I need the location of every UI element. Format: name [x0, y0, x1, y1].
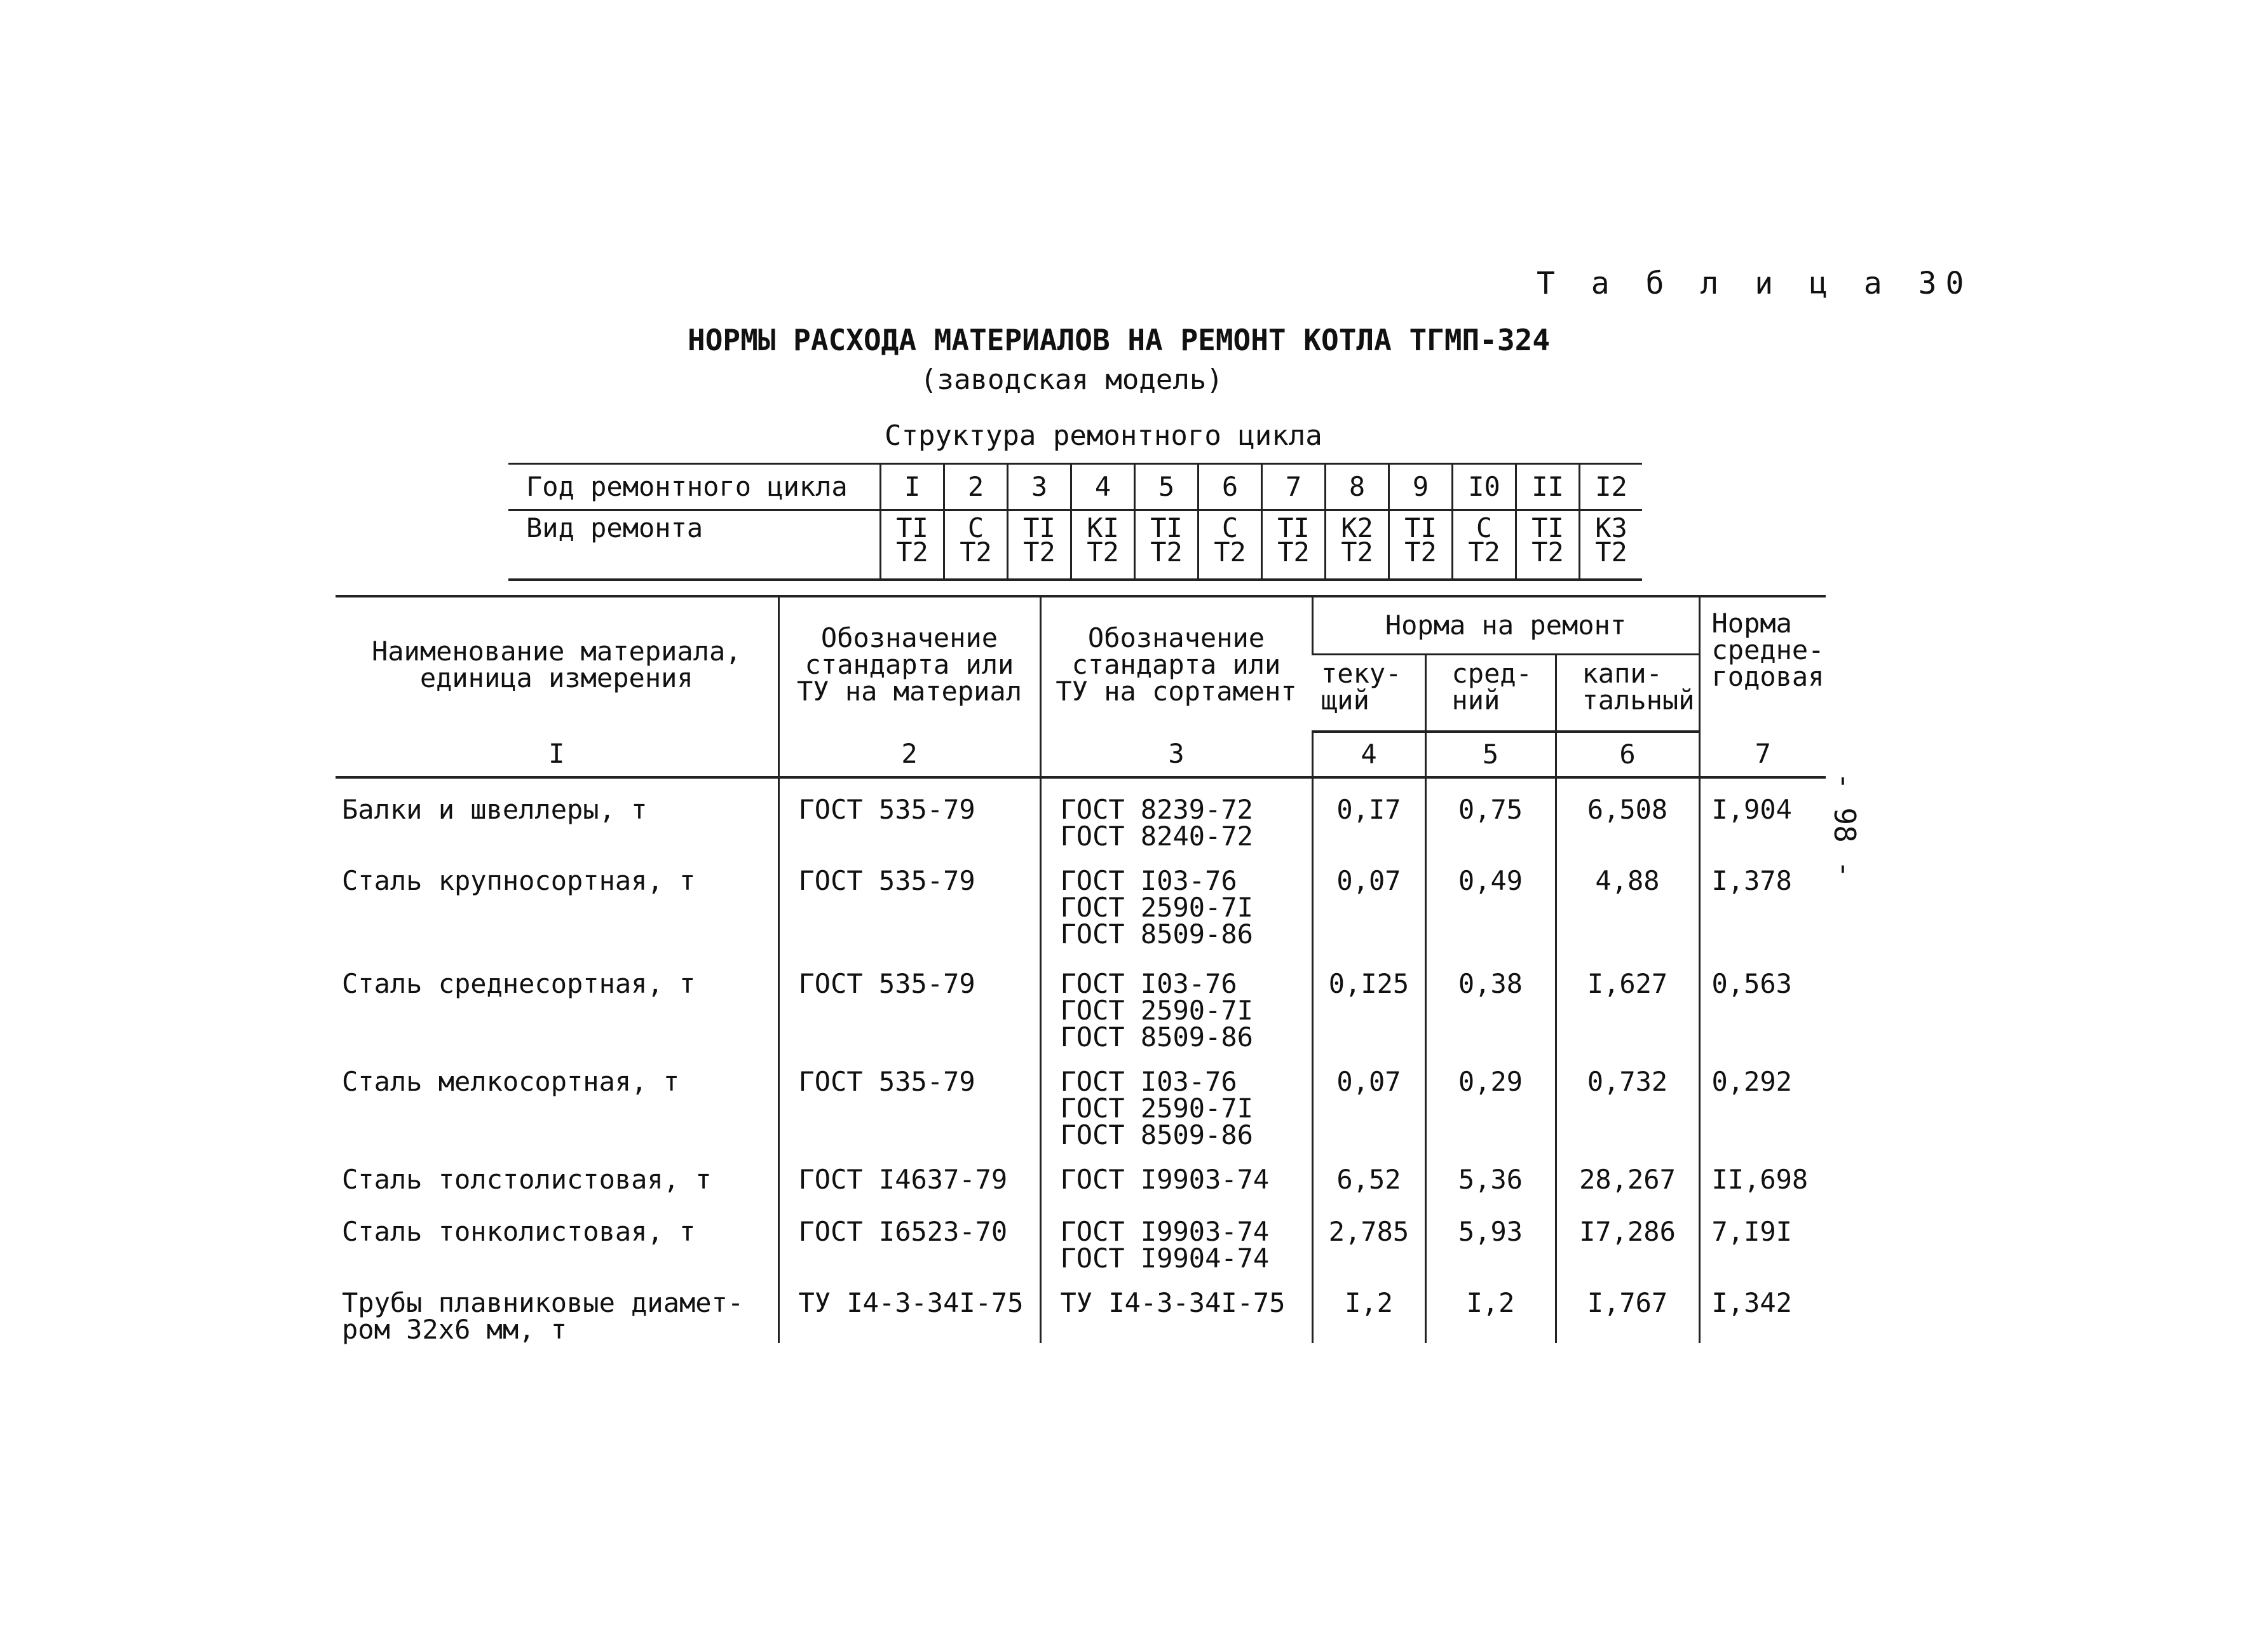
material-name-line: Трубы плавниковые диамет- [342, 1287, 744, 1318]
norm-current: 0,07 [1312, 850, 1425, 953]
header-line: стандарта или [805, 648, 1014, 680]
assortment-line: ГОСТ 8509-86 [1060, 918, 1253, 950]
cycle-caption: Структура ремонтного цикла [885, 420, 1322, 452]
table-row [336, 1149, 1826, 1201]
cycle-year-cell: 7 [1262, 464, 1326, 510]
table-row [336, 850, 1826, 953]
cycle-type-cell [1453, 510, 1516, 580]
material-name [336, 777, 778, 850]
cycle-year-cell: 4 [1071, 464, 1135, 510]
assortment-line: ГОСТ I9904-74 [1060, 1243, 1270, 1274]
assortment-line: ГОСТ 8509-86 [1060, 1119, 1253, 1150]
assortment-standard [1040, 1149, 1312, 1201]
header-standard-material [778, 596, 1040, 732]
assortment-standard [1040, 850, 1312, 953]
document-title: НОРМЫ РАСХОДА МАТЕРИАЛОВ НА РЕМОНТ КОТЛА ТГМП-324 [688, 323, 1551, 357]
cycle-type-line: TI [1277, 512, 1310, 543]
cycle-type-line: T2 [1341, 536, 1373, 568]
header-material [336, 596, 778, 732]
cycle-type-row [508, 510, 1642, 580]
cycle-type-line: T2 [1531, 536, 1564, 568]
header-standard-assortment [1040, 596, 1312, 732]
material-name [336, 1201, 778, 1272]
header-line: теку- [1321, 658, 1402, 689]
cycle-type-line: T2 [1023, 536, 1056, 568]
material-name [336, 1149, 778, 1201]
material-name-line: Сталь толстолистовая, т [342, 1164, 712, 1195]
assortment-line: ГОСТ I9903-74 [1060, 1216, 1270, 1247]
document-subtitle: (заводская модель) [920, 364, 1223, 396]
assortment-line: ГОСТ I03-76 [1060, 1066, 1237, 1097]
norm-avg-annual: II,698 [1699, 1149, 1826, 1201]
cycle-type-cell [1326, 510, 1389, 580]
assortment-line: ГОСТ 2590-7I [1060, 892, 1253, 923]
cycle-type-line: TI [1531, 512, 1564, 543]
cycle-type-cell [1071, 510, 1135, 580]
header-avg-annual [1699, 596, 1826, 732]
header-line: капи- [1582, 658, 1662, 689]
norm-current: 2,785 [1312, 1201, 1425, 1272]
cycle-year-row [508, 464, 1642, 510]
cycle-year-cell: 5 [1135, 464, 1199, 510]
column-number: I [336, 732, 778, 777]
cycle-type-line: T2 [896, 536, 928, 568]
assortment-line: ГОСТ 8509-86 [1060, 1021, 1253, 1053]
material-name-line: Сталь тонколистовая, т [342, 1216, 696, 1247]
header-line: сред- [1451, 658, 1532, 689]
norm-current: 0,I7 [1312, 777, 1425, 850]
cycle-type-cell [1389, 510, 1453, 580]
table-row [336, 1272, 1826, 1343]
header-line: щий [1321, 685, 1369, 716]
norm-current: I,2 [1312, 1272, 1425, 1343]
cycle-type-cell [1516, 510, 1580, 580]
norm-capital: 4,88 [1556, 850, 1699, 953]
material-name [336, 953, 778, 1051]
norm-medium: 0,75 [1425, 777, 1556, 850]
assortment-standard [1040, 1272, 1312, 1343]
cycle-type-cell [1262, 510, 1326, 580]
header-line: тальный [1582, 685, 1695, 716]
header-material-line: Наименование материала, [371, 635, 742, 667]
material-standard: ТУ I4-3-34I-75 [778, 1272, 1040, 1343]
table-row [336, 953, 1826, 1051]
cycle-type-line: C [967, 512, 984, 543]
cycle-type-line: T2 [1087, 536, 1119, 568]
header-line: ТУ на сортамент [1056, 675, 1297, 707]
assortment-line: ГОСТ I03-76 [1060, 865, 1237, 896]
column-number: 6 [1556, 732, 1699, 777]
material-name-line: Сталь мелкосортная, т [342, 1066, 680, 1097]
assortment-line: ГОСТ I9903-74 [1060, 1164, 1270, 1195]
cycle-year-label: Год ремонтного цикла [508, 464, 881, 510]
norm-current: 0,07 [1312, 1051, 1425, 1149]
header-capital [1556, 655, 1699, 732]
cycle-type-cell [881, 510, 944, 580]
norm-capital: 28,267 [1556, 1149, 1699, 1201]
cycle-type-line: T2 [1468, 536, 1500, 568]
material-norms-table [336, 595, 1826, 1343]
cycle-type-line: TI [1023, 512, 1056, 543]
table-row [336, 1201, 1826, 1272]
page-number: - 98 - [1828, 772, 1862, 878]
cycle-type-line: T2 [1214, 536, 1246, 568]
norm-medium: I,2 [1425, 1272, 1556, 1343]
header-medium [1425, 655, 1556, 732]
cycle-type-cell [1580, 510, 1643, 580]
header-line: годовая [1711, 661, 1824, 692]
material-standard: ГОСТ I6523-70 [778, 1201, 1040, 1272]
cycle-year-cell: 3 [1008, 464, 1071, 510]
header-current [1312, 655, 1425, 732]
cycle-year-cell: I [881, 464, 944, 510]
material-name-line: Сталь среднесортная, т [342, 968, 696, 999]
norm-medium: 0,38 [1425, 953, 1556, 1051]
column-number: 5 [1425, 732, 1556, 777]
material-name [336, 1051, 778, 1149]
norm-capital: 0,732 [1556, 1051, 1699, 1149]
norm-capital: I,767 [1556, 1272, 1699, 1343]
assortment-line: ГОСТ 2590-7I [1060, 1093, 1253, 1124]
material-name-line: Балки и швеллеры, т [342, 794, 648, 825]
assortment-standard [1040, 777, 1312, 850]
norm-avg-annual: 0,292 [1699, 1051, 1826, 1149]
header-line: ТУ на материал [796, 675, 1022, 707]
assortment-standard [1040, 1201, 1312, 1272]
column-number: 7 [1699, 732, 1826, 777]
norm-medium: 5,36 [1425, 1149, 1556, 1201]
norm-current: 0,I25 [1312, 953, 1425, 1051]
cycle-type-line: C [1476, 512, 1493, 543]
cycle-year-cell: 2 [944, 464, 1008, 510]
norm-avg-annual: I,342 [1699, 1272, 1826, 1343]
norm-avg-annual: I,904 [1699, 777, 1826, 850]
cycle-type-line: KI [1087, 512, 1119, 543]
cycle-type-line: K3 [1595, 512, 1627, 543]
cycle-year-cell: II [1516, 464, 1580, 510]
norm-medium: 5,93 [1425, 1201, 1556, 1272]
norm-avg-annual: 7,I9I [1699, 1201, 1826, 1272]
cycle-type-cell [944, 510, 1008, 580]
column-number: 2 [778, 732, 1040, 777]
norm-medium: 0,49 [1425, 850, 1556, 953]
cycle-year-cell: I2 [1580, 464, 1643, 510]
cycle-type-cell [1135, 510, 1199, 580]
norm-current: 6,52 [1312, 1149, 1425, 1201]
material-standard: ГОСТ 535-79 [778, 1051, 1040, 1149]
cycle-type-line: T2 [1595, 536, 1627, 568]
cycle-type-line: TI [1404, 512, 1437, 543]
assortment-line: ГОСТ I03-76 [1060, 968, 1237, 999]
header-material-line: единица измерения [419, 662, 693, 693]
header-line: Норма [1711, 608, 1792, 639]
table-row [336, 1051, 1826, 1149]
assortment-standard [1040, 1051, 1312, 1149]
norm-capital: I7,286 [1556, 1201, 1699, 1272]
cycle-type-line: K2 [1341, 512, 1373, 543]
cycle-type-cell [1199, 510, 1262, 580]
norm-avg-annual: I,378 [1699, 850, 1826, 953]
cycle-type-line: TI [1150, 512, 1183, 543]
material-name [336, 1272, 778, 1343]
norm-medium: 0,29 [1425, 1051, 1556, 1149]
material-name [336, 850, 778, 953]
cycle-type-label: Вид ремонта [508, 510, 881, 580]
cycle-year-cell: 8 [1326, 464, 1389, 510]
cycle-type-line: T2 [1404, 536, 1437, 568]
norm-capital: I,627 [1556, 953, 1699, 1051]
column-number: 4 [1312, 732, 1425, 777]
header-row-top [336, 596, 1826, 655]
material-name-line: Сталь крупносортная, т [342, 865, 696, 896]
material-standard: ГОСТ 535-79 [778, 777, 1040, 850]
cycle-year-cell: 6 [1199, 464, 1262, 510]
header-line: Обозначение [1087, 622, 1265, 653]
norm-capital: 6,508 [1556, 777, 1699, 850]
norm-avg-annual: 0,563 [1699, 953, 1826, 1051]
material-standard: ГОСТ 535-79 [778, 953, 1040, 1051]
cycle-type-line: T2 [1150, 536, 1183, 568]
table-label: Т а б л и ц а 30 [1537, 266, 1973, 301]
cycle-type-line: T2 [960, 536, 992, 568]
cycle-type-cell [1008, 510, 1071, 580]
assortment-line: ТУ I4-3-34I-75 [1060, 1287, 1286, 1318]
header-line: ний [1451, 685, 1500, 716]
cycle-year-cell: 9 [1389, 464, 1453, 510]
column-number-row [336, 732, 1826, 777]
material-standard: ГОСТ 535-79 [778, 850, 1040, 953]
column-number: 3 [1040, 732, 1312, 777]
assortment-line: ГОСТ 8239-72 [1060, 794, 1253, 825]
cycle-type-line: T2 [1277, 536, 1310, 568]
cycle-type-line: C [1221, 512, 1239, 543]
repair-cycle-table [508, 463, 1642, 581]
header-line: средне- [1711, 634, 1824, 665]
header-line: Обозначение [820, 622, 998, 653]
header-repair-norm: Норма на ремонт [1312, 596, 1699, 655]
cycle-year-cell: I0 [1453, 464, 1516, 510]
cycle-type-line: TI [896, 512, 928, 543]
table-row [336, 777, 1826, 850]
assortment-standard [1040, 953, 1312, 1051]
material-standard: ГОСТ I4637-79 [778, 1149, 1040, 1201]
assortment-line: ГОСТ 2590-7I [1060, 995, 1253, 1026]
header-line: стандарта или [1071, 648, 1281, 680]
material-name-line: ром 32х6 мм, т [342, 1314, 567, 1345]
assortment-line: ГОСТ 8240-72 [1060, 821, 1253, 852]
